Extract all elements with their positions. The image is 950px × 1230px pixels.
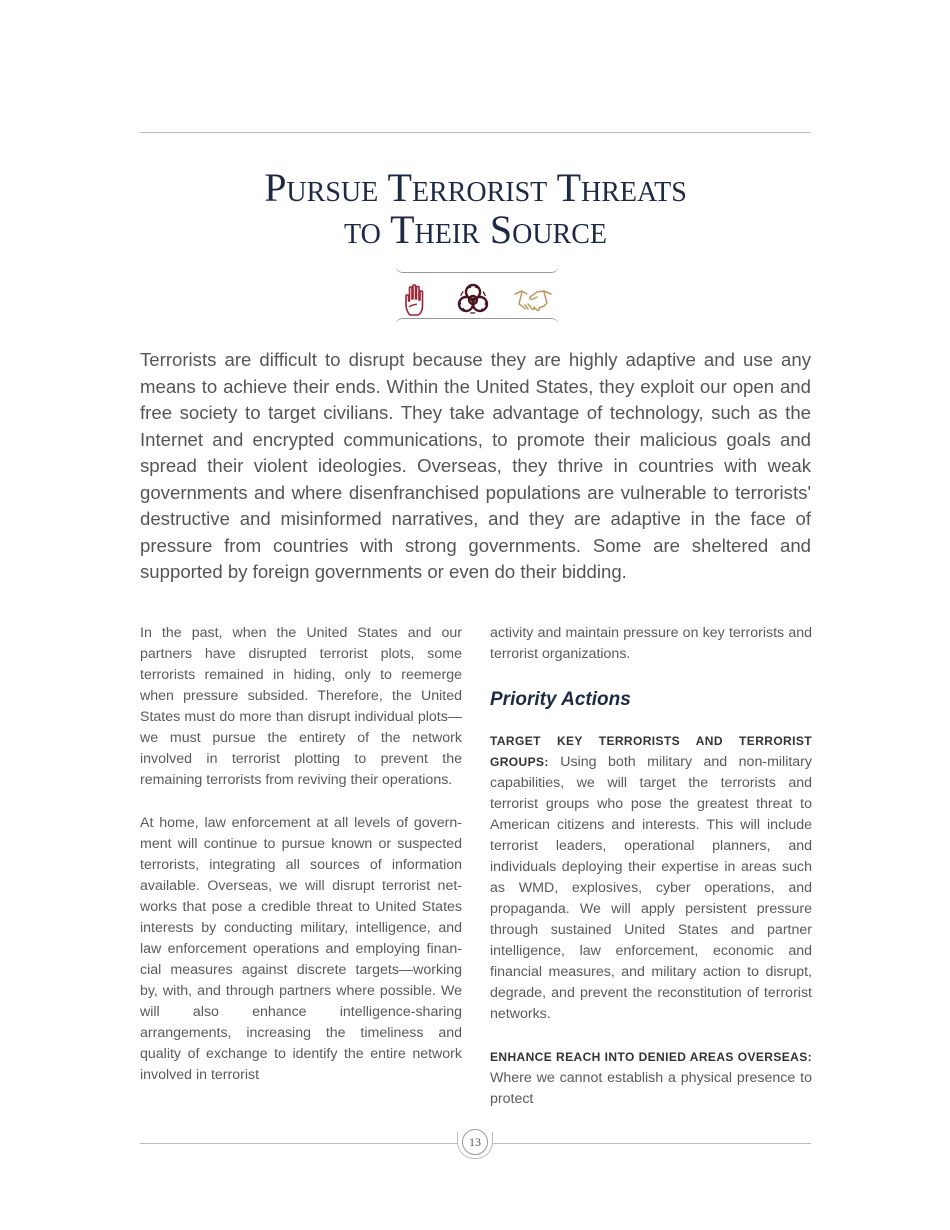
action1-lead: TARGET KEY TERRORISTS AND TERRORIST GROUPS: — [490, 734, 812, 769]
biohazard-icon — [453, 282, 493, 318]
right-continuation: activity and maintain pressure on key terrorists and terrorist organizations. — [490, 625, 812, 662]
stop-hand-icon — [397, 282, 437, 318]
action2-text: Where we cannot establish a physical presence to protect — [490, 1070, 812, 1107]
action2-lead: ENHANCE REACH INTO DENIED AREAS OVERSEAS: — [490, 1050, 812, 1064]
left-paragraph-2: At home, law enforcement at all levels of govern-ment will continue to pursue known or suspected terrorists, integrating all sources of information available. Overseas, we will disrupt terrorist net-works that pose a credible threat to United States interests by conducting military, intelligence, and law enforcement operations and employing finan-cial measures against discrete targets—working by, with, and through partners where possible. We will also enhance intelligence-sharing arrangements, increasing the timeliness and quality of exchange to identify the entire network involved in terrorist — [140, 815, 462, 1083]
footer-rule-left — [140, 1143, 458, 1144]
priority-actions-heading: Priority Actions — [490, 689, 631, 710]
footer-rule-right — [492, 1143, 811, 1144]
icon-frame-top — [395, 264, 559, 273]
page-title-line1: Pursue Terrorist Threats — [264, 165, 687, 210]
top-rule — [140, 132, 811, 133]
handshake-icon — [513, 282, 553, 318]
left-column — [140, 623, 462, 1108]
page-title-line2: to Their Source — [344, 207, 607, 252]
right-column — [490, 623, 812, 1132]
page-number: 13 — [462, 1129, 488, 1155]
action1-text: Using both military and non-military capabilities, we will target the terrorists and terrorist groups who pose the greatest threat to American citizens and interests. This will include terrorist leaders, operational planners, and individuals deploying their expertise in areas such as WMD, explosives, cyber operations, and propaganda. We will apply persistent pressure through sustained United States and partner intelligence, law enforcement, economic and financial measures, and military action to disrupt, degrade, and prevent the reconstitution of terrorist networks. — [490, 754, 812, 1022]
icon-frame-bottom — [395, 318, 559, 327]
left-paragraph-1: In the past, when the United States and our partners have disrupted terrorist plots, some terrorists remained in hiding, only to reemerge when pressure subsided. Therefore, the United States must do more than disrupt individual plots—we must pursue the entirety of the network involved in terrorist plotting to prevent the remaining terrorists from reviving their operations. — [140, 625, 462, 788]
action-enhance-reach — [490, 1047, 812, 1110]
intro-paragraph: Terrorists are difficult to disrupt because they are highly adaptive and use any means to achieve their ends. Within the United States, they exploit our open and free society to target civilians. They take advantage of technology, such as the Internet and encrypted communications, to promote their malicious goals and spread their violent ideologies. Overseas, they thrive in countries with weak governments and where disenfranchised populations are vulnerable to terrorists' destructive and misinformed narratives, and they are adaptive in the face of pressure from countries with strong governments. Some are sheltered and supported by foreign governments or even do their bidding. — [140, 349, 811, 582]
action-target-key-terrorists — [490, 731, 812, 1025]
